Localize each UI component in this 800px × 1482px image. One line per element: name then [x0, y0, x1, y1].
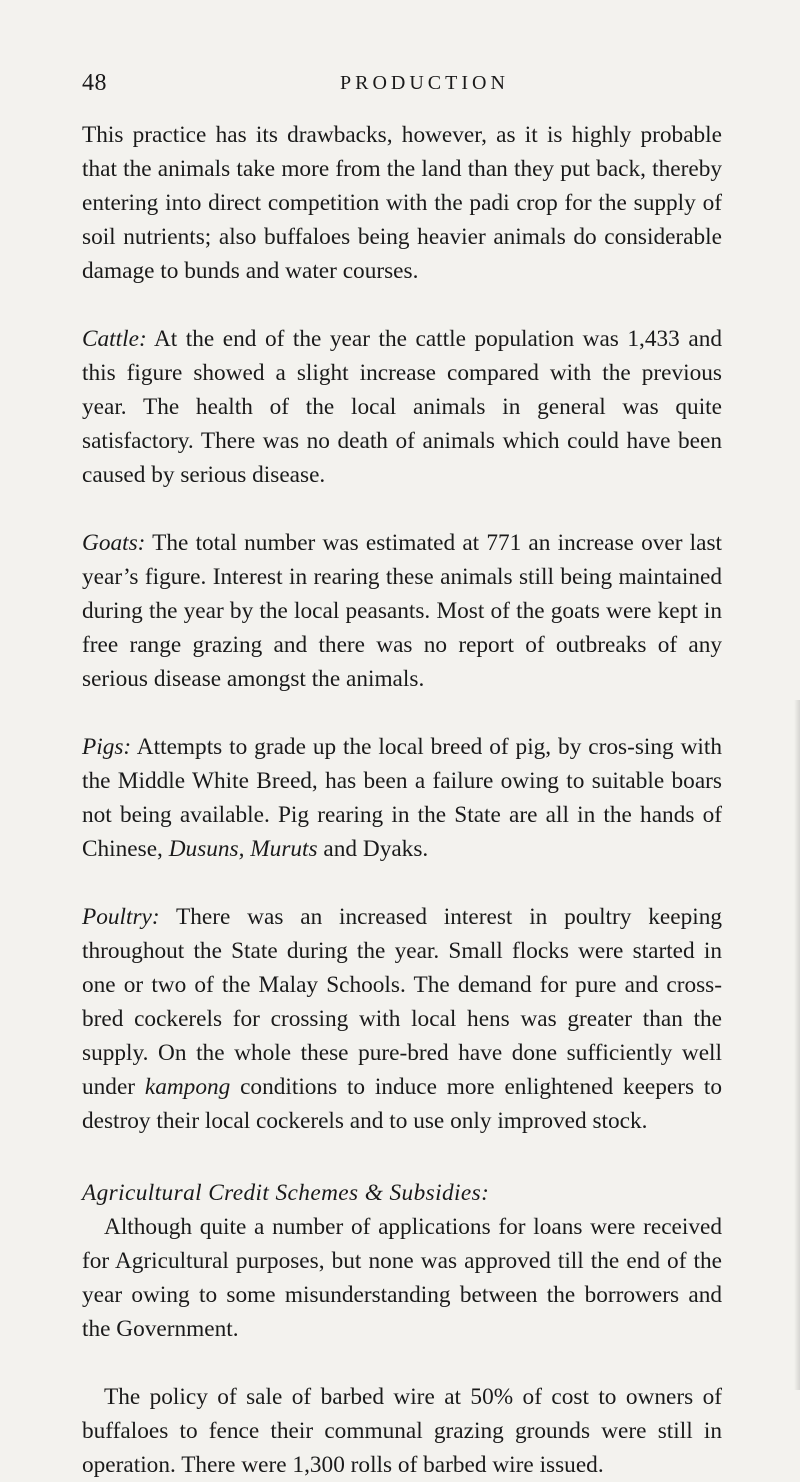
pigs-italic-tribes: Dusuns, Muruts [168, 836, 318, 862]
barbed-wire-paragraph: The policy of sale of barbed wire at 50% of cost to owners of buffaloes to fence their communal grazing grounds were still in operation. There were 1,300 rolls of barbed wire issued. [82, 1384, 722, 1478]
page-header [82, 70, 722, 104]
intro-paragraph: This practice has its drawbacks, however, as it is highly probable that the animals take more from the land than they put back, thereby entering into direct competition with the padi crop for the supply of soil nutrients; also buffaloes being heavier animals do considerable damage to bunds and water courses. [82, 122, 722, 284]
goats-text: The total number was estimated at 771 an increase over last year’s figure. Interest in rearing these animals still being maintained during the year by the local peasants. Most of the goats were kept in free range grazing and there was no report of outbreaks of any serious disease amongst the animals. [82, 530, 722, 692]
cattle-heading: Cattle: [82, 326, 147, 352]
credit-section-heading: Agricultural Credit Schemes & Subsidies: [82, 1180, 490, 1206]
loans-paragraph: Although quite a number of applications for loans were received for Agricultural purposes, but none was approved till the end of the year owing to some misunderstanding between the borrowers and the Government. [82, 1214, 722, 1342]
cattle-text: At the end of the year the cattle population was 1,433 and this figure showed a slight increase compared with the previous year. The health of the local animals in general was quite satisfactory. There was no death of animals which could have been caused by serious disease. [82, 326, 722, 488]
pigs-text-2: and Dyaks. [317, 836, 429, 862]
poultry-text-2: conditions to induce more enlightened keepers to destroy their local cockerels and to use only improved stock. [82, 1074, 722, 1134]
pigs-text-1: Attempts to grade up the local breed of pig, by cros-sing with the Middle White Breed, has been a failure owing to suitable boars not being available. Pig rearing in the State are all in the hands of Chinese, [82, 734, 722, 862]
poultry-italic-kampong: kampong [144, 1074, 231, 1100]
cattle-paragraph [82, 322, 722, 492]
poultry-heading: Poultry: [82, 904, 160, 930]
running-head: PRODUCTION [340, 72, 509, 94]
goats-paragraph [82, 526, 722, 696]
poultry-paragraph [82, 900, 722, 1138]
pigs-heading: Pigs: [82, 734, 132, 760]
pigs-paragraph [82, 730, 722, 866]
page-edge-shadow [794, 700, 800, 1390]
goats-heading: Goats: [82, 530, 146, 556]
page-number: 48 [82, 70, 107, 96]
poultry-text-1: There was an increased interest in poultry keeping throughout the State during the year. Small flocks were started in one or two of the Malay Schools. The demand for pure and cross-bred cockerels for crossing with local hens was greater than the supply. On the whole these pure-bred have done sufficiently well under [82, 904, 722, 1100]
page-body [82, 118, 722, 1482]
